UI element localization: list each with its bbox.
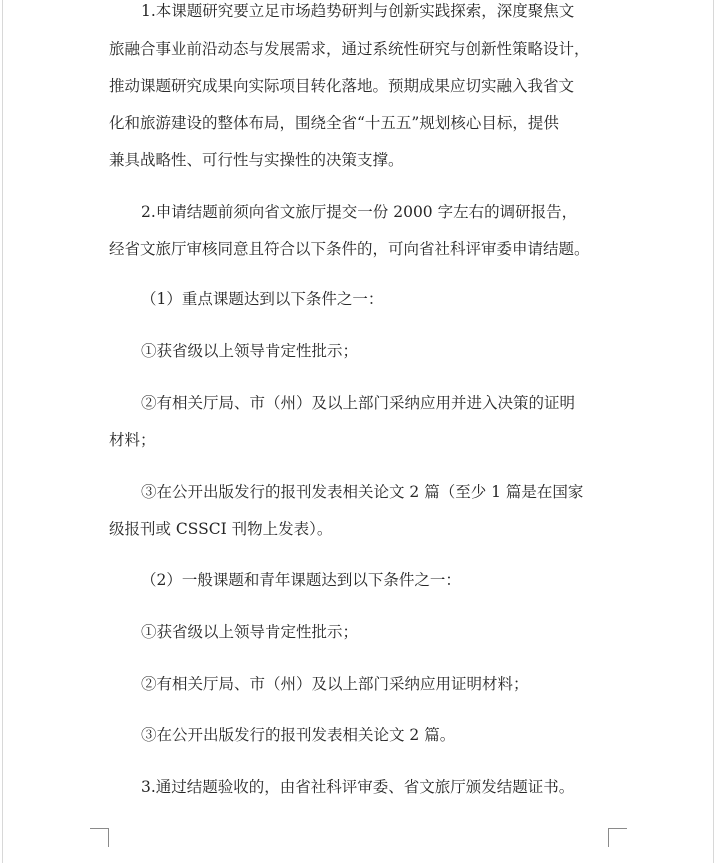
crop-mark-right	[608, 828, 627, 847]
list-item-line: 级报刊或 CSSCI 刊物上发表）。	[109, 520, 333, 538]
list-item: ①获省级以上领导肯定性批示；	[141, 342, 359, 360]
paragraph-3: 3.通过结题验收的，由省社科评审委、省文旅厅颁发结题证书。	[141, 778, 575, 796]
crop-mark-left	[90, 828, 109, 847]
paragraph-line: 兼具战略性、可行性与实操性的决策支撑。	[109, 151, 404, 169]
paragraph-line: 化和旅游建设的整体布局，围绕全省“十五五”规划核心目标，提供	[109, 114, 559, 132]
paragraph-line: 旅融合事业前沿动态与发展需求，通过系统性研究与创新性策略设计，	[109, 40, 590, 58]
page-edge-right	[713, 0, 714, 863]
list-item-line: ③在公开出版发行的报刊发表相关论文 2 篇（至少 1 篇是在国家	[141, 483, 584, 501]
subsection-heading: （2）一般课题和青年课题达到以下条件之一：	[141, 571, 461, 589]
subsection-heading: （1）重点课题达到以下条件之一：	[141, 290, 384, 308]
list-item: ③在公开出版发行的报刊发表相关论文 2 篇。	[141, 726, 456, 744]
list-item-line: 材料；	[109, 431, 156, 449]
list-item: ②有相关厅局、市（州）及以上部门采纳应用证明材料；	[141, 675, 529, 693]
paragraph-line: 经省文旅厅审核同意且符合以下条件的，可向省社科评审委申请结题。	[109, 240, 590, 258]
paragraph-line: 推动课题研究成果向实际项目转化落地。预期成果应切实融入我省文	[109, 77, 575, 95]
paragraph-line: 2.申请结题前须向省文旅厅提交一份 2000 字左右的调研报告，	[141, 203, 578, 221]
list-item-line: ②有相关厅局、市（州）及以上部门采纳应用并进入决策的证明	[141, 394, 576, 412]
page-edge-left	[2, 0, 3, 863]
paragraph-line: 1.本课题研究要立足市场趋势研判与创新实践探索，深度聚焦文	[141, 2, 575, 20]
list-item: ①获省级以上领导肯定性批示；	[141, 623, 359, 641]
